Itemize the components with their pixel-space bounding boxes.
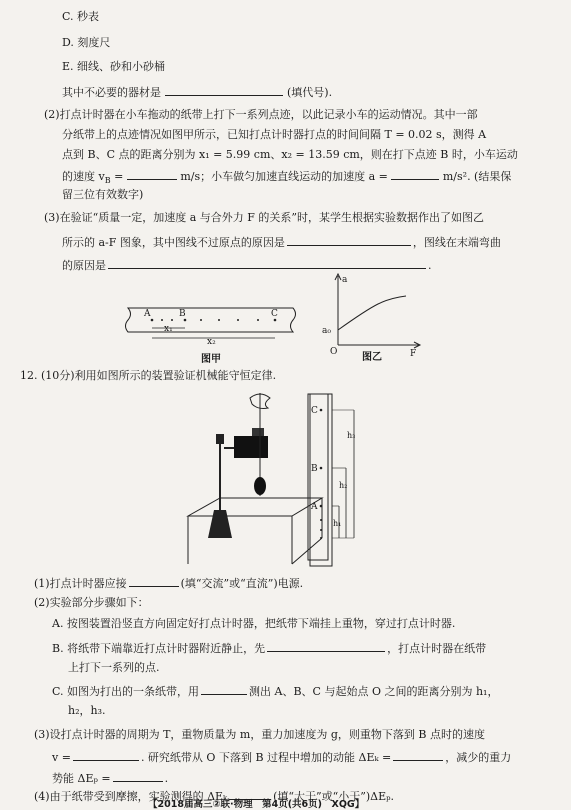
measuring-tool-blank[interactable] [201, 684, 247, 695]
tape-dots [151, 319, 277, 322]
dot [320, 537, 322, 539]
label-a: A [311, 502, 318, 512]
label-h3: h₃ [347, 431, 356, 440]
caption-jia: 图甲 [201, 354, 221, 365]
q12-part1: (1)打点计时器应接 (填“交流”或“直流”)电源. [34, 577, 304, 590]
q12-step-b-line1: B. 将纸带下端靠近打点计时器附近静止，先 ，打点计时器在纸带 [52, 642, 487, 655]
label-c: C [271, 309, 278, 319]
option-e: E. 细线、砂和小砂桶 [62, 60, 166, 73]
q12-step-a: A. 按图装置沿竖直方向固定好打点计时器，把纸带下端挂上重物，穿过打点计时器. [52, 617, 456, 630]
q12-part3-line2: v = . 研究纸带从 O 下落到 B 过程中增加的动能 ΔEₖ = ，减少的重力 [52, 751, 512, 764]
a-f-curve [338, 296, 406, 330]
power-type-blank[interactable] [129, 576, 179, 587]
dot [320, 519, 322, 521]
dot-c [274, 319, 277, 322]
tape-strip [310, 394, 332, 566]
q12-part3-line1: (3)设打点计时器的周期为 T，重物质量为 m，重力加速度为 g，则重物下落到 B 点时的速度 [34, 728, 485, 741]
stand-base [208, 510, 232, 538]
page-footer: 【2018届高三②联·物理 第4页(共6页) XQG】 [148, 799, 365, 810]
q11-part2-line4: 的速度 $v_B = m/s$；小车做匀加速直线运动的加速度 a = m/s². (结果保 [62, 170, 512, 186]
label-a: A [144, 309, 151, 319]
dot [237, 319, 239, 321]
label-b: B [311, 464, 318, 474]
label-x1: x₁ [164, 324, 173, 334]
label-f-axis: F [410, 349, 417, 359]
q12-part3-line3: 势能 ΔEₚ = . [52, 772, 169, 785]
caption-yi: 图乙 [362, 352, 382, 363]
point-b [320, 467, 323, 470]
q11-part2-line2: 分纸带上的点迹情况如图甲所示，已知打点计时器打点的时间间隔 T = 0.02 s，测得 A [62, 128, 487, 141]
velocity-blank[interactable] [127, 169, 177, 180]
q12-part2-heading: (2)实验部分步骤如下： [34, 596, 149, 609]
label-h1: h₁ [333, 519, 342, 528]
dot-a [151, 319, 154, 322]
dot [171, 319, 173, 321]
point-c [320, 409, 323, 412]
step-b-blank[interactable] [267, 641, 385, 652]
dot [257, 319, 259, 321]
q12-step-b-line2: 上打下一系列的点. [68, 661, 160, 674]
table-top [188, 498, 322, 516]
heavy-weight [254, 477, 266, 495]
dot [320, 529, 322, 531]
q12-part4: (4)由于纸带受到摩擦，实验测得的 ΔEₖ (填“大于”或“小于”)ΔEₚ. [34, 790, 395, 803]
option-c: C. 秒表 [62, 10, 100, 23]
label-origin: O [330, 347, 338, 357]
origin-reason-blank[interactable] [287, 235, 411, 246]
tape-measurement-figure [306, 392, 366, 568]
curve-reason-blank[interactable] [108, 258, 426, 269]
potential-energy-blank[interactable] [113, 771, 163, 782]
kinetic-energy-blank[interactable] [393, 750, 443, 761]
label-h2: h₂ [339, 481, 348, 490]
dot [200, 319, 202, 321]
acceleration-blank[interactable] [391, 169, 439, 180]
label-x2: x₂ [207, 337, 216, 347]
timer-body [234, 436, 268, 458]
q12-heading: 12. (10分)利用如图所示的装置验证机械能守恒定律. [20, 369, 277, 382]
dot [161, 319, 163, 321]
option-d: D. 刻度尺 [62, 36, 111, 49]
unneeded-blank[interactable] [165, 85, 283, 96]
label-a0: a₀ [322, 326, 331, 336]
unneeded-equipment-line: 其中不必要的器材是 (填代号). [62, 86, 333, 99]
dot [218, 319, 220, 321]
q11-part3-line2: 所示的 a-F 图象，其中图线不过原点的原因是 ，图线在末端弯曲 [62, 236, 501, 249]
q11-part2-line5: 留三位有效数字) [62, 188, 144, 201]
velocity-b-blank[interactable] [73, 750, 139, 761]
q11-part3-line3: 的原因是 . [62, 259, 432, 272]
label-a-axis: a [342, 275, 348, 285]
q12-step-c-line2: h₂，h₃. [68, 704, 106, 717]
timer-top [252, 428, 264, 436]
dot-b [184, 319, 187, 322]
label-c: C [311, 406, 318, 416]
q11-part2-line1: (2)打点计时器在小车拖动的纸带上打下一系列点迹，以此记录小车的运动情况。其中一部 [44, 108, 478, 121]
q11-part2-line3: 点到 B、C 点的距离分别为 x₁ = 5.99 cm、x₂ = 13.59 cm，则在打下点迹 B 时，小车运动 [62, 148, 518, 161]
q11-part3-line1: (3)在验证“质量一定，加速度 a 与合外力 F 的关系”时，某学生根据实验数据作出了如图乙 [44, 211, 485, 224]
stand-clamp [216, 434, 224, 444]
label-b: B [179, 309, 186, 319]
figure-jia-tape [125, 298, 300, 368]
point-a [320, 505, 323, 508]
q12-step-c-line1: C. 如图为打出的一条纸带，用 测出 A、B、C 与起始点 O 之间的距离分别为 h₁， [52, 685, 499, 698]
figure-yi-graph [318, 270, 428, 365]
